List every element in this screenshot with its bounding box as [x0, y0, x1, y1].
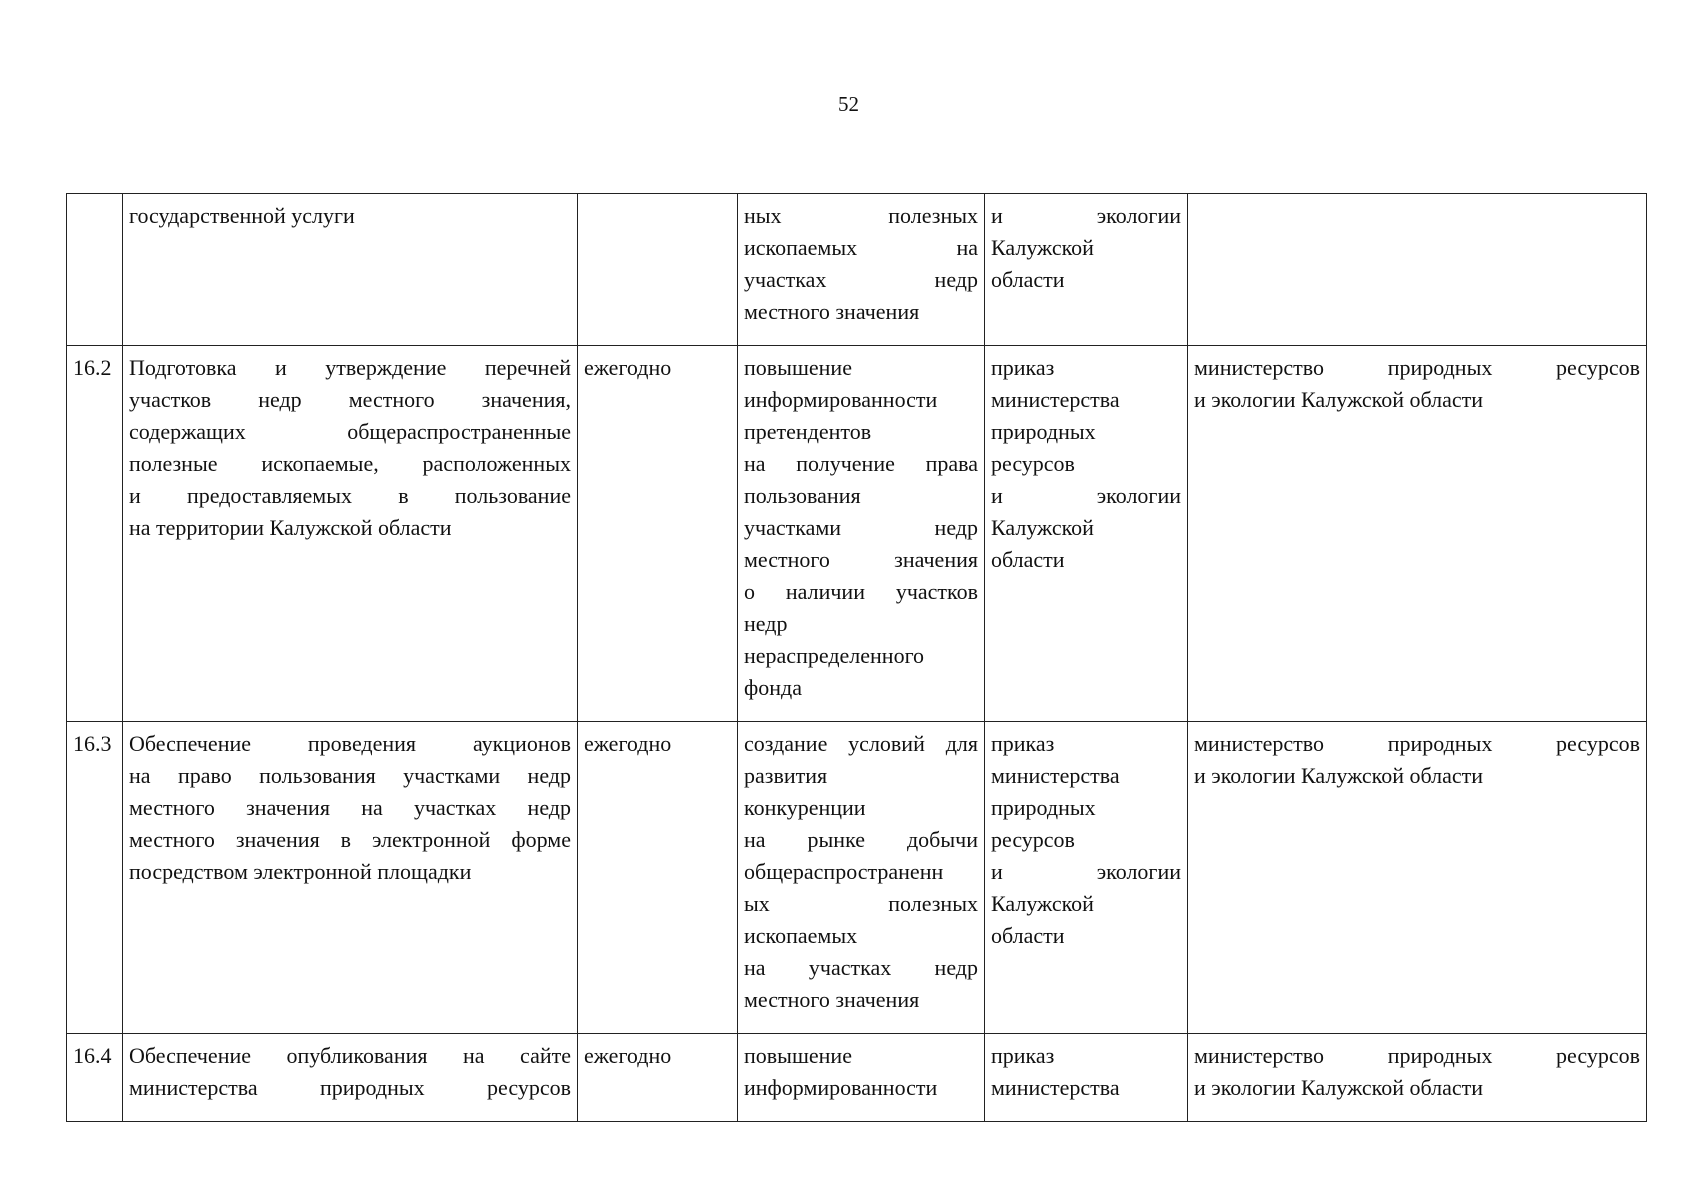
- result-line: ископаемых: [744, 923, 858, 948]
- document-line: приказ: [991, 355, 1055, 380]
- result-cell: [738, 1034, 985, 1122]
- document-cell: [985, 346, 1188, 722]
- action-line: местного значения в электронной форме: [129, 827, 571, 852]
- result-line: нераспределенного: [744, 643, 925, 668]
- term-cell: ежегодно: [578, 1034, 738, 1122]
- document-line: природных: [991, 419, 1096, 444]
- document-cell: [985, 1034, 1188, 1122]
- result-line: повышение: [744, 1043, 852, 1068]
- table-row: [67, 722, 1647, 1034]
- action-cell: [123, 1034, 578, 1122]
- result-line: ных полезных: [744, 203, 978, 228]
- table-row: [67, 194, 1647, 346]
- action-line: государственной услуги: [129, 203, 355, 228]
- result-line: участками недр: [744, 515, 978, 540]
- document-line: приказ: [991, 731, 1055, 756]
- term-cell: ежегодно: [578, 346, 738, 722]
- result-line: местного значения: [744, 547, 978, 572]
- document-line: приказ: [991, 1043, 1055, 1068]
- row-number: [67, 194, 123, 346]
- document-cell: [985, 722, 1188, 1034]
- result-line: конкуренции: [744, 795, 866, 820]
- executor-line: министерство природных ресурсов: [1194, 355, 1640, 380]
- document-line: Калужской: [991, 235, 1094, 260]
- row-number: 16.4: [67, 1034, 123, 1122]
- result-line: на рынке добычи: [744, 827, 978, 852]
- result-line: местного значения: [744, 299, 920, 324]
- result-line: на получение права: [744, 451, 978, 476]
- executor-line: и экологии Калужской области: [1194, 387, 1484, 412]
- document-line: и экологии: [991, 483, 1181, 508]
- document-cell: [985, 194, 1188, 346]
- result-line: местного значения: [744, 987, 920, 1012]
- result-line: общераспространенн: [744, 859, 944, 884]
- document-line: министерства: [991, 763, 1120, 788]
- action-line: полезные ископаемые, расположенных: [129, 451, 571, 476]
- result-line: о наличии участков: [744, 579, 978, 604]
- result-line: претендентов: [744, 419, 872, 444]
- result-line: пользования: [744, 483, 861, 508]
- result-cell: [738, 722, 985, 1034]
- result-line: повышение: [744, 355, 852, 380]
- row-number: 16.2: [67, 346, 123, 722]
- document-line: области: [991, 923, 1065, 948]
- action-cell: [123, 194, 578, 346]
- action-line: министерства природных ресурсов: [129, 1075, 571, 1100]
- action-line: и предоставляемых в пользование: [129, 483, 571, 508]
- document-line: области: [991, 267, 1065, 292]
- action-cell: [123, 722, 578, 1034]
- result-line: ископаемых на: [744, 235, 978, 260]
- document-line: и экологии: [991, 859, 1181, 884]
- executor-cell: [1188, 722, 1647, 1034]
- document-line: ресурсов: [991, 827, 1075, 852]
- document-line: природных: [991, 795, 1096, 820]
- term-cell: [578, 194, 738, 346]
- action-line: на право пользования участками недр: [129, 763, 571, 788]
- action-line: Подготовка и утверждение перечней: [129, 355, 571, 380]
- table-row: [67, 1034, 1647, 1122]
- document-line: Калужской: [991, 891, 1094, 916]
- executor-line: министерство природных ресурсов: [1194, 731, 1640, 756]
- executor-cell: [1188, 1034, 1647, 1122]
- result-line: информированности: [744, 387, 938, 412]
- page-number: 52: [838, 92, 859, 116]
- result-line: развития: [744, 763, 828, 788]
- document-line: области: [991, 547, 1065, 572]
- result-cell: [738, 194, 985, 346]
- action-line: местного значения на участках недр: [129, 795, 571, 820]
- result-line: на участках недр: [744, 955, 978, 980]
- action-line: содержащих общераспространенные: [129, 419, 571, 444]
- plan-table: [66, 193, 1647, 1122]
- term-cell: ежегодно: [578, 722, 738, 1034]
- document-line: министерства: [991, 1075, 1120, 1100]
- document-line: и экологии: [991, 203, 1181, 228]
- result-line: ых полезных: [744, 891, 978, 916]
- result-line: участках недр: [744, 267, 978, 292]
- action-cell: [123, 346, 578, 722]
- row-number: 16.3: [67, 722, 123, 1034]
- executor-line: и экологии Калужской области: [1194, 763, 1484, 788]
- executor-line: и экологии Калужской области: [1194, 1075, 1484, 1100]
- action-line: посредством электронной площадки: [129, 859, 472, 884]
- action-line: участков недр местного значения,: [129, 387, 571, 412]
- document-line: ресурсов: [991, 451, 1075, 476]
- action-line: Обеспечение проведения аукционов: [129, 731, 571, 756]
- result-cell: [738, 346, 985, 722]
- result-line: создание условий для: [744, 731, 978, 756]
- table-row: [67, 346, 1647, 722]
- executor-cell: [1188, 194, 1647, 346]
- action-line: Обеспечение опубликования на сайте: [129, 1043, 571, 1068]
- result-line: информированности: [744, 1075, 938, 1100]
- action-line: на территории Калужской области: [129, 515, 452, 540]
- executor-cell: [1188, 346, 1647, 722]
- document-line: Калужской: [991, 515, 1094, 540]
- document-line: министерства: [991, 387, 1120, 412]
- result-line: фонда: [744, 675, 802, 700]
- result-line: недр: [744, 611, 788, 636]
- executor-line: министерство природных ресурсов: [1194, 1043, 1640, 1068]
